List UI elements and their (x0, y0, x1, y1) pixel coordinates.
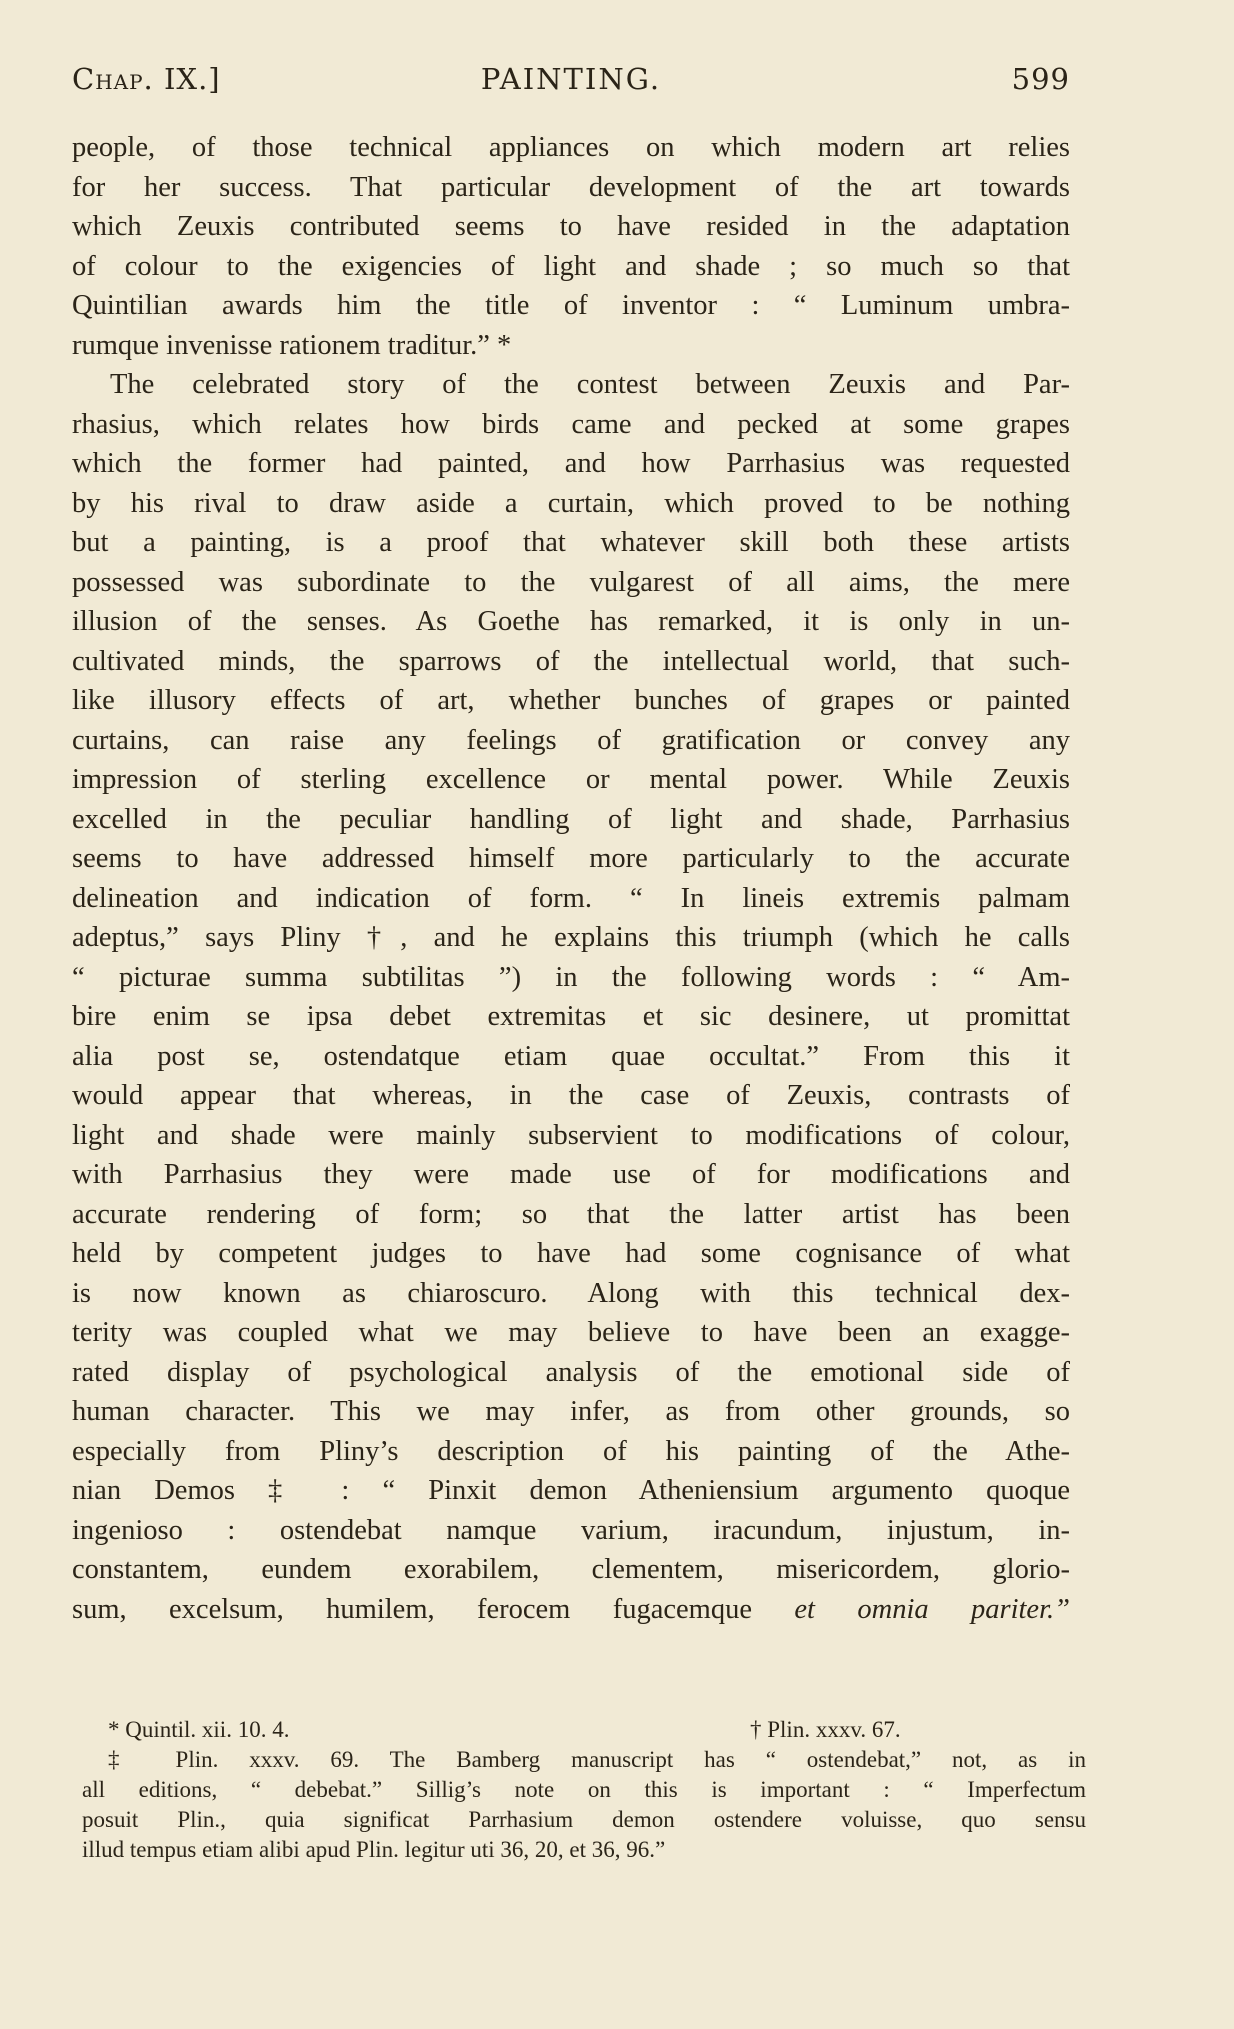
body-line: held by competent judges to have had some cognisance of what (72, 1238, 1070, 1269)
body-line: The celebrated story of the contest between Zeuxis and Par- (110, 369, 1070, 400)
body-line: cultivated minds, the sparrows of the intellectual world, that such- (72, 645, 1070, 677)
footnote-quintilian: * Quintil. xii. 10. 4. (108, 1717, 290, 1742)
body-line-final (72, 1590, 1070, 1630)
body-line: alia post se, ostendatque etiam quae occultat.” From this it (72, 1040, 1070, 1072)
body-line: of colour to the exigencies of light and shade ; so much so that (72, 250, 1070, 282)
body-line: rhasius, which relates how birds came and pecked at some grapes (72, 408, 1070, 440)
body-line: Quintilian awards him the title of inventor : “ Luminum umbra- (72, 290, 1070, 321)
body-line-final-italic: et omnia pariter.” (794, 1593, 1070, 1625)
body-line: but a painting, is a proof that whatever skill both these artists (72, 527, 1070, 558)
footnote-line: illud tempus etiam alibi apud Plin. legitur uti 36, 20, et 36, 96.” (82, 1837, 666, 1862)
body-line: is now known as chiaroscuro. Along with this technical dex- (72, 1277, 1070, 1309)
body-line: excelled in the peculiar handling of light and shade, Parrhasius (72, 803, 1070, 835)
page-number: 599 (1011, 62, 1070, 96)
body-line: rated display of psychological analysis of the emotional side of (72, 1356, 1070, 1388)
body-line: by his rival to draw aside a curtain, which proved to be nothing (72, 487, 1070, 519)
body-line: bire enim se ipsa debet extremitas et sic desinere, ut promittat (72, 1001, 1070, 1032)
body-line: which the former had painted, and how Parrhasius was requested (72, 448, 1070, 479)
body-line: rumque invenisse rationem traditur.” * (72, 329, 512, 361)
body-line: human character. This we may infer, as from other grounds, so (72, 1396, 1070, 1427)
page-title: PAINTING. (480, 62, 662, 96)
body-line: accurate rendering of form; so that the latter artist has been (72, 1198, 1070, 1230)
body-line: which Zeuxis contributed seems to have resided in the adaptation (72, 211, 1070, 242)
body-line: curtains, can raise any feelings of gratification or convey any (72, 724, 1070, 756)
body-line: people, of those technical appliances on which modern art relies (72, 132, 1070, 163)
footnote-row (82, 1715, 1086, 1745)
body-line: “ picturae summa subtilitas ”) in the following words : “ Am- (72, 961, 1070, 993)
footnote-line: posuit Plin., quia significat Parrhasium demon ostendere voluisse, quo sensu (82, 1807, 1086, 1832)
body-line: for her success. That particular development of the art towards (72, 171, 1070, 203)
body-line: with Parrhasius they were made use of for modifications and (72, 1159, 1070, 1190)
body-line: impression of sterling excellence or mental power. While Zeuxis (72, 764, 1070, 795)
footnote-line: all editions, “ debebat.” Sillig’s note on this is important : “ Imperfectum (82, 1777, 1086, 1802)
chapter-label: Chap. IX.] (72, 62, 221, 96)
body-line: possessed was subordinate to the vulgarest of all aims, the mere (72, 566, 1070, 598)
body-line: constantem, eundem exorabilem, clementem, misericordem, glorio- (72, 1554, 1070, 1585)
body-line: like illusory effects of art, whether bunches of grapes or painted (72, 685, 1070, 716)
body-line: would appear that whereas, in the case of Zeuxis, contrasts of (72, 1080, 1070, 1111)
body-line: terity was coupled what we may believe to have been an exagge- (72, 1317, 1070, 1348)
body-line-final-text: sum, excelsum, humilem, ferocem fugacemque (72, 1593, 753, 1625)
body-line: nian Demos ‡ : “ Pinxit demon Atheniensium argumento quoque (72, 1475, 1070, 1506)
footnote-pliny-67: † Plin. xxxv. 67. (750, 1717, 901, 1742)
footnotes (82, 1715, 1086, 1865)
body-line: light and shade were mainly subservient to modifications of colour, (72, 1119, 1070, 1151)
running-header (72, 62, 1070, 106)
body-line: delineation and indication of form. “ In lineis extremis palmam (72, 882, 1070, 914)
body-line: especially from Pliny’s description of his painting of the Athe- (72, 1435, 1070, 1467)
body-line: ingenioso : ostendebat namque varium, iracundum, injustum, in- (72, 1514, 1070, 1546)
body-line: adeptus,” says Pliny †, and he explains this triumph (which he calls (72, 922, 1070, 953)
footnote-line: ‡ Plin. xxxv. 69. The Bamberg manuscript has “ ostendebat,” not, as in (108, 1747, 1086, 1772)
body-text (72, 128, 1070, 1629)
body-line: illusion of the senses. As Goethe has remarked, it is only in un- (72, 606, 1070, 637)
body-line: seems to have addressed himself more particularly to the accurate (72, 843, 1070, 874)
